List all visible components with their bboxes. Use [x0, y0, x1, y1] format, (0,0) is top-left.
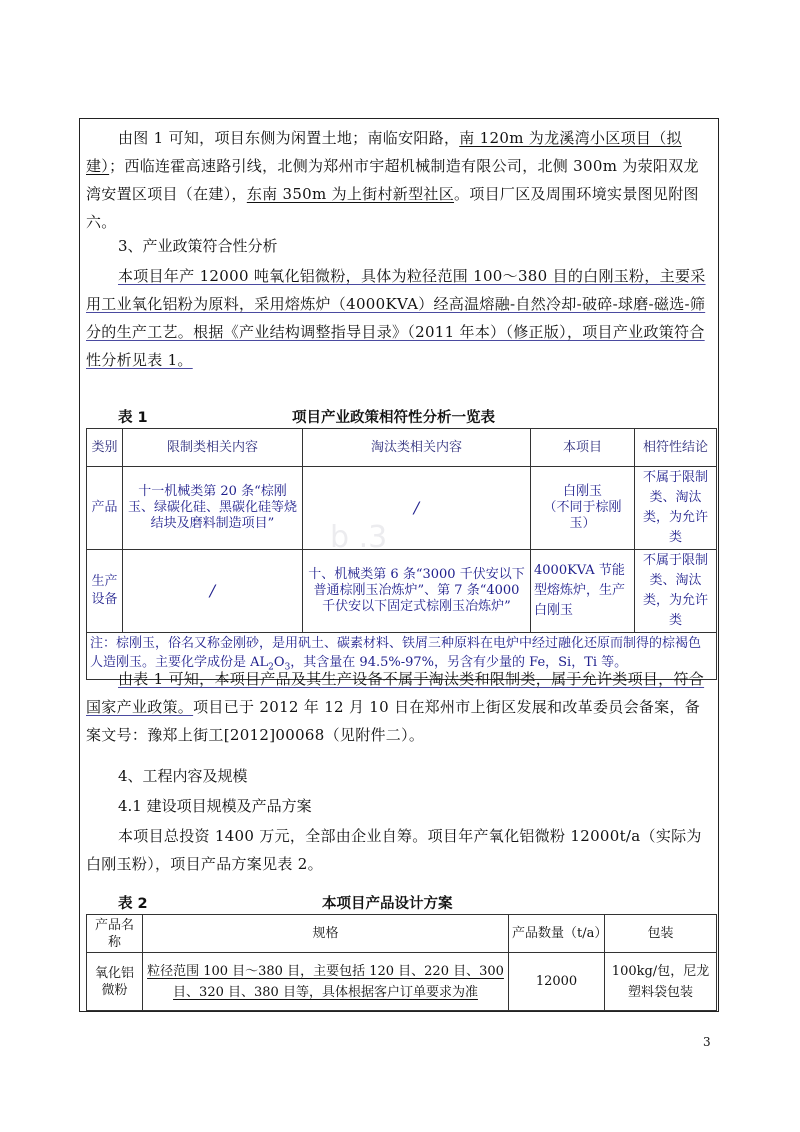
- section-heading-4: 4、工程内容及规模: [118, 767, 248, 785]
- section-heading-3: 3、产业政策符合性分析: [118, 237, 278, 255]
- table-header-row: [87, 429, 717, 467]
- table1-label: 表 1: [118, 410, 148, 426]
- product-table: [86, 914, 717, 1011]
- paragraph-policy: 本项目年产 12000 吨氧化铝微粉，具体为粒径范围 100～380 目的白刚玉粉，主要采用工业氧化铝粉为原料，采用熔炼炉（4000KVA）经高温熔融-自然冷却-破碎-球磨-磁选-筛分的生产工艺。根据《产业结构调整指导目录》（2011 年本）（修正版），项目产业政策符合性分析见表 1。: [86, 267, 706, 369]
- header-quantity: 产品数量（t/a）: [509, 915, 605, 953]
- header-product-name: 产品名称: [87, 915, 143, 953]
- underlined-text: 东南 350m 为上街村新型社区: [246, 185, 455, 203]
- row-eliminated: 十、机械类第 6 条“3000 千伏安以下普通棕刚玉冶炼炉”、第 7 条“4000 千伏安以下固定式棕刚玉冶炼炉”: [303, 550, 531, 633]
- table2-title: 本项目产品设计方案: [322, 896, 453, 912]
- header-category: 类别: [87, 429, 123, 467]
- table-row: [87, 953, 717, 1011]
- row-product-name: 氧化铝微粉: [87, 953, 143, 1011]
- paragraph-conclusion: 由表 1 可知，本项目产品及其生产设备不属于淘汰类和限制类，属于允许类项目，符合国家产业政策。项目已于 2012 年 12 月 10 日在郑州市上街区发展和改革委员会备案，备案文号：豫郑上街工[2012]00068（见附件二）。: [86, 670, 705, 744]
- page-number: 3: [703, 1035, 711, 1049]
- paragraph-location: 由图 1 可知，项目东侧为闲置土地；南临安阳路，南 120m 为龙溪湾小区项目（拟建）；西临连霍高速路引线，北侧为郑州市宇超机械制造有限公司，北侧 300m 为荥阳双龙湾安置区项目（在建），东南 350m 为上街村新型社区。项目厂区及周围环境实景图见附图六。: [86, 129, 699, 231]
- header-conclusion: 相符性结论: [635, 429, 717, 467]
- header-eliminated: 淘汰类相关内容: [303, 429, 531, 467]
- header-spec: 规格: [143, 915, 509, 953]
- row-packaging: 100kg/包，尼龙塑料袋包装: [605, 953, 717, 1011]
- row-restricted: /: [123, 550, 303, 633]
- paragraph-investment: 本项目总投资 1400 万元，全部由企业自筹。项目年产氧化铝微粉 12000t/a（实际为白刚玉粉），项目产品方案见表 2。: [86, 827, 702, 873]
- row-eliminated: /: [303, 467, 531, 550]
- row-project: 4000KVA 节能型熔炼炉，生产白刚玉: [531, 550, 635, 633]
- header-project: 本项目: [531, 429, 635, 467]
- row-project: 白刚玉 （不同于棕刚玉）: [531, 467, 635, 550]
- row-category: 产品: [87, 467, 123, 550]
- table-row: [87, 550, 717, 633]
- table-row: [87, 467, 717, 550]
- row-conclusion: 不属于限制类、淘汰类，为允许类: [635, 467, 717, 550]
- underlined-text: 南 120m 为龙溪湾小区项目（拟建）: [86, 129, 682, 175]
- header-restricted: 限制类相关内容: [123, 429, 303, 467]
- header-packaging: 包装: [605, 915, 717, 953]
- subsection-heading-4-1: 4.1 建设项目规模及产品方案: [118, 797, 312, 815]
- table-header-row: [87, 915, 717, 953]
- row-restricted: 十一机械类第 20 条“棕刚玉、绿碳化硅、黑碳化硅等烧结块及磨料制造项目”: [123, 467, 303, 550]
- row-spec: 粒径范围 100 目～380 目，主要包括 120 目、220 目、300 目、320 目、380 目等，具体根据客户订单要求为准: [143, 953, 509, 1011]
- policy-table: [86, 428, 717, 680]
- watermark: b .3: [330, 520, 388, 555]
- row-category: 生产设备: [87, 550, 123, 633]
- table1-title: 项目产业政策相符性分析一览表: [292, 410, 495, 426]
- row-quantity: 12000: [509, 953, 605, 1011]
- table2-label: 表 2: [118, 896, 148, 912]
- table-note: 注：棕刚玉，俗名又称金刚砂，是用矾土、碳素材料、铁屑三种原料在电炉中经过融化还原而制得的棕褐色人造刚玉。主要化学成份是 $AL_2O_3$，其含量在 94.5%-97%，另含有少量的 Fe，Si，Ti 等。: [87, 633, 717, 680]
- row-conclusion: 不属于限制类、淘汰类，为允许类: [635, 550, 717, 633]
